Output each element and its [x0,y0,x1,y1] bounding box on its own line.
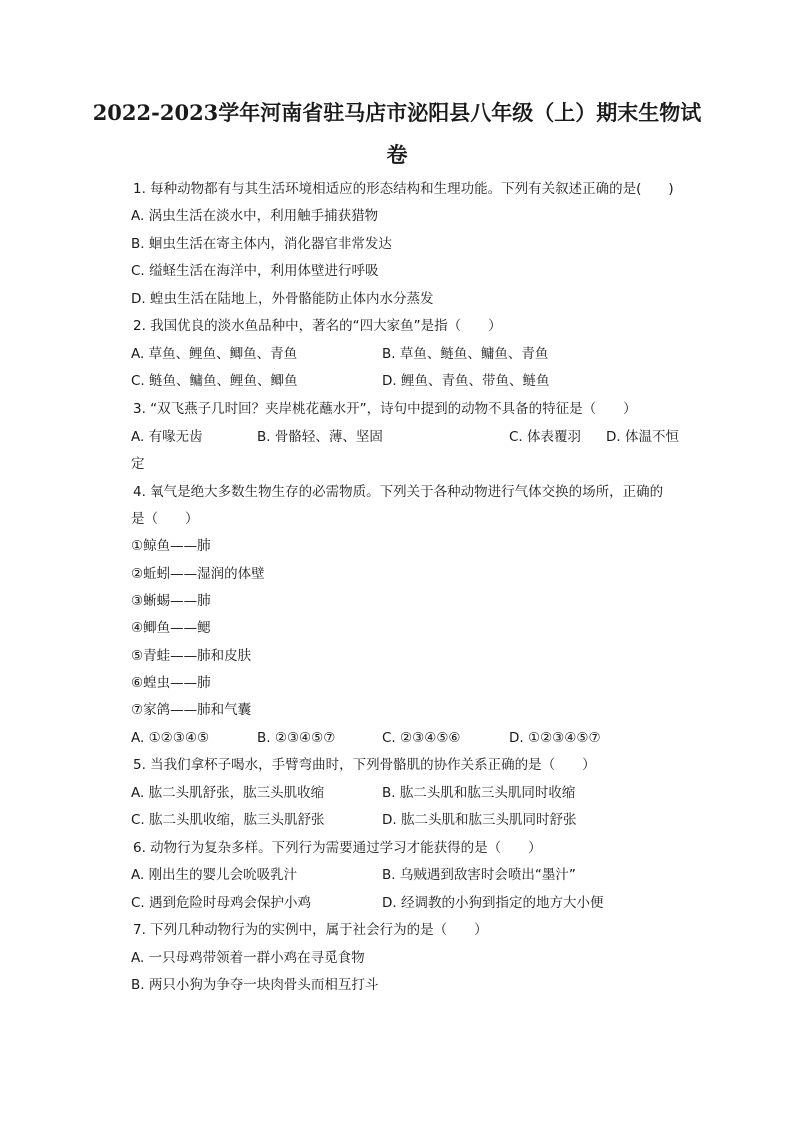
question-6-option-c: C. 遇到危险时母鸡会保护小鸡 [131,895,312,911]
question-5-option-c: C. 肱二头肌收缩，肱三头肌舒张 [131,812,325,828]
question-4-option-c: C. ②③④⑤⑥ [382,730,461,746]
question-3-option-d: D. 体温不恒 [606,429,679,445]
question-7-stem: 7. 下列几种动物行为的实例中，属于社会行为的是（ ） [133,922,488,938]
question-6-stem: 6. 动物行为复杂多样。下列行为需要通过学习才能获得的是（ ） [133,840,542,856]
question-1-option-d: D. 蝗虫生活在陆地上，外骨骼能防止体内水分蒸发 [131,291,434,307]
question-3-option-c: C. 体表覆羽 [509,429,582,445]
question-3-option-d-continued: 定 [131,456,145,472]
question-1-option-a: A. 涡虫生活在淡水中，利用触手捕获猎物 [131,208,379,224]
question-4-stem-continued: 是（ ） [131,511,199,527]
question-5-option-b: B. 肱二头肌和肱三头肌同时收缩 [382,785,576,801]
exam-title-line-2: 卷 [386,142,408,167]
question-5-option-d: D. 肱二头肌和肱三头肌同时舒张 [382,812,577,828]
question-1-option-b: B. 蛔虫生活在寄主体内，消化器官非常发达 [131,236,392,252]
question-6-option-d: D. 经调教的小狗到指定的地方大小便 [382,895,604,911]
question-2-stem: 2. 我国优良的淡水鱼品种中，著名的“四大家鱼”是指（ ） [133,318,502,334]
question-7-option-b: B. 两只小狗为争夺一块肉骨头而相互打斗 [131,977,379,993]
question-4-option-a: A. ①②③④⑤ [131,730,210,746]
exam-title-line-1: 2022-2023学年河南省驻马店市泌阳县八年级（上）期末生物试 [92,100,702,125]
question-4-item: ⑤青蛙——肺和皮肤 [131,648,252,664]
question-3-stem: 3. “双飞燕子几时回？夹岸桃花蘸水开”，诗句中提到的动物不具备的特征是（ ） [133,401,637,417]
question-1-stem: 1. 每种动物都有与其生活环境相适应的形态结构和生理功能。下列有关叙述正确的是( ) [133,181,674,197]
question-4-item: ④鲫鱼——鳃 [131,620,211,636]
question-2-option-c: C. 鲢鱼、鳙鱼、鲤鱼、鲫鱼 [131,373,298,389]
question-5-stem: 5. 当我们拿杯子喝水，手臂弯曲时，下列骨骼肌的协作关系正确的是（ ） [133,757,596,773]
question-4-stem: 4. 氧气是绝大多数生物生存的必需物质。下列关于各种动物进行气体交换的场所，正确的 [133,484,664,500]
question-4-item: ①鲸鱼——肺 [131,538,211,554]
question-6-option-b: B. 乌贼遇到敌害时会喷出“墨汁” [382,867,576,883]
question-5-option-a: A. 肱二头肌舒张，肱三头肌收缩 [131,785,325,801]
question-4-option-b: B. ②③④⑤⑦ [257,730,336,746]
question-7-option-a: A. 一只母鸡带领着一群小鸡在寻觅食物 [131,950,365,966]
question-1-option-c: C. 缢蛏生活在海洋中，利用体壁进行呼吸 [131,263,379,279]
question-4-item: ③蜥蜴——肺 [131,593,211,609]
question-6-option-a: A. 刚出生的婴儿会吮吸乳汁 [131,867,298,883]
question-2-option-d: D. 鲤鱼、青鱼、带鱼、鲢鱼 [382,373,550,389]
question-3-option-b: B. 骨骼轻、薄、坚固 [257,429,383,445]
question-4-item: ⑦家鸽——肺和气囊 [131,702,252,718]
question-4-item: ⑥蝗虫——肺 [131,675,211,691]
question-3-option-a: A. 有喙无齿 [131,429,203,445]
question-2-option-a: A. 草鱼、鲤鱼、鲫鱼、青鱼 [131,346,298,362]
question-4-option-d: D. ①②③④⑤⑦ [509,730,601,746]
question-4-item: ②蚯蚓——湿润的体壁 [131,566,265,582]
question-2-option-b: B. 草鱼、鲢鱼、鳙鱼、青鱼 [382,346,549,362]
